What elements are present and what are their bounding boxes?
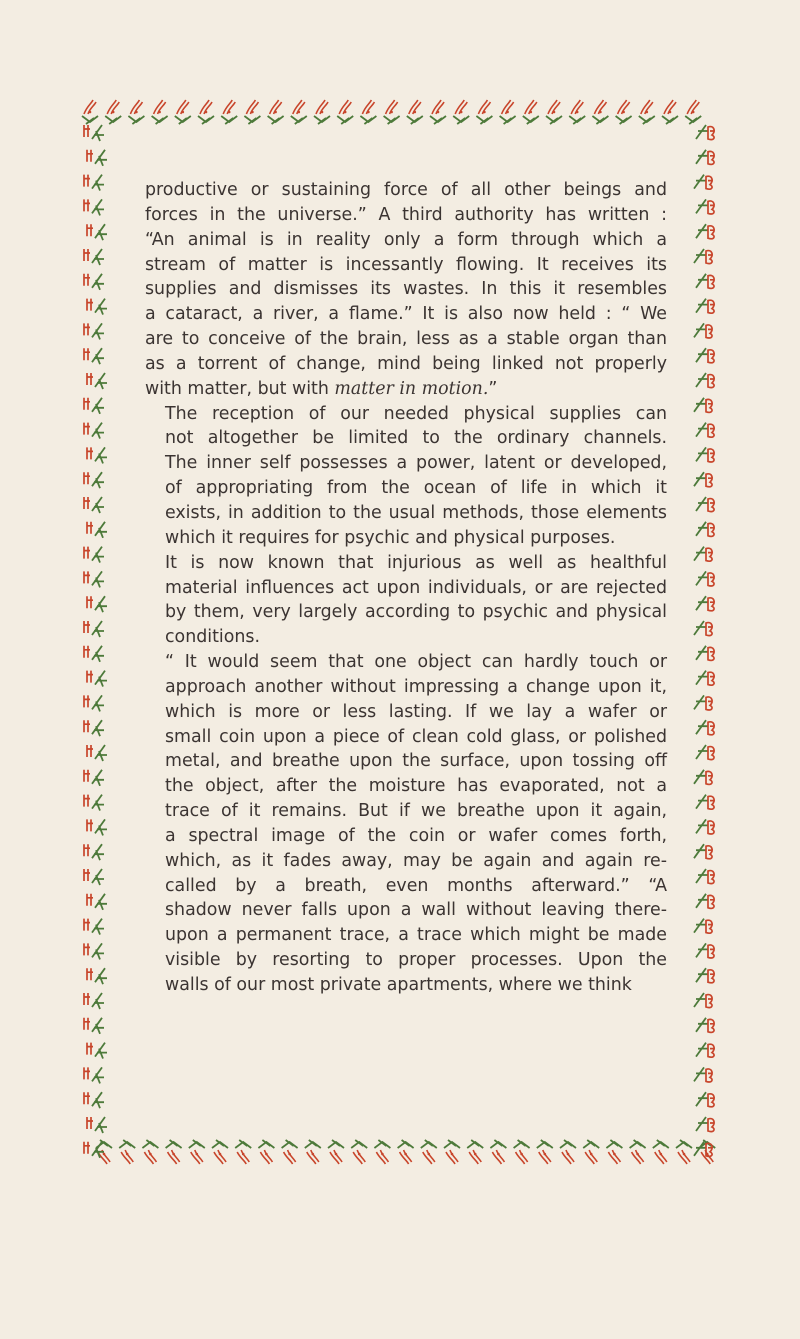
border-right-ornament [696, 274, 714, 289]
border-left-ornament [84, 249, 104, 265]
emphasis-text: matter in motion. [334, 378, 489, 399]
border-bottom-ornament [166, 1140, 182, 1164]
border-left-ornament [84, 621, 104, 637]
border-bottom-ornament [560, 1140, 576, 1164]
border-right-ornament [696, 125, 714, 140]
border-left-ornament [84, 844, 104, 860]
border-top-ornament [268, 100, 284, 124]
border-bottom-ornament [583, 1140, 599, 1164]
border-bottom-ornament [351, 1140, 367, 1164]
border-left-ornament [84, 795, 104, 811]
border-left-ornament [84, 1067, 104, 1083]
border-bottom-ornament [398, 1140, 414, 1164]
border-top-ornament [476, 100, 492, 124]
border-top-ornament [592, 100, 608, 124]
border-bottom-ornament [421, 1140, 437, 1164]
border-left-ornament [84, 869, 104, 885]
border-right-ornament [696, 150, 714, 165]
text-line: trace of it remains. But if we breathe upon it again, [165, 801, 667, 822]
border-left-ornament [84, 175, 104, 191]
border-bottom-ornament [630, 1140, 646, 1164]
text-line: productive or sustaining force of all other beings and [145, 180, 667, 200]
border-left-ornament [87, 447, 107, 463]
border-right-ornament [694, 993, 712, 1008]
border-left-ornament [87, 745, 107, 761]
border-top-ornament [152, 100, 168, 124]
border-left-ornament [87, 819, 107, 835]
border-top-ornament [662, 100, 678, 124]
border-top-ornament [639, 100, 655, 124]
border-right-ornament [694, 547, 712, 562]
border-left-ornament [84, 547, 104, 563]
text-line: of appropriating from the ocean of life in which it [165, 478, 667, 499]
border-top-ornament [500, 100, 516, 124]
border-right-ornament [696, 894, 714, 909]
border-right-ornament [696, 299, 714, 314]
border-left-ornament [84, 423, 104, 439]
border-right-ornament [694, 695, 712, 710]
text-line: The reception of our needed physical supplies can [165, 403, 667, 424]
text-line: are to conceive of the brain, less as a stable organ than [145, 329, 667, 350]
border-left-ornament [84, 1092, 104, 1108]
border-top-ornament [360, 100, 376, 124]
border-right-ornament [696, 968, 714, 983]
text-line: by them, very largely according to psychic and physical [165, 602, 667, 623]
border-right-ornament [696, 596, 714, 611]
border-left-ornament [84, 348, 104, 364]
border-left-ornament [87, 1043, 107, 1059]
border-right-ornament [696, 646, 714, 661]
border-left-ornament [84, 919, 104, 935]
text-line: which, as it fades away, may be again and again re- [165, 850, 667, 871]
border-bottom-ornament [444, 1140, 460, 1164]
border-right-ornament [694, 249, 712, 264]
border-right-ornament [696, 795, 714, 810]
text-line: stream of matter is incessantly flowing. It receives its [145, 254, 667, 275]
text-line: a cataract, a river, a flame.” It is also now held : “ We [145, 304, 667, 325]
border-right-ornament [696, 869, 714, 884]
border-right-ornament [694, 1067, 712, 1082]
border-top-ornament [128, 100, 144, 124]
border-left-ornament [87, 299, 107, 315]
border-left-ornament [84, 571, 104, 587]
border-bottom-ornament [258, 1140, 274, 1164]
border-bottom-ornament [467, 1140, 483, 1164]
text-line: exists, in addition to the usual methods, those elements [165, 502, 667, 523]
text-line: visible by resorting to proper processes. Upon the [165, 950, 667, 971]
paragraph [145, 650, 667, 998]
border-right-ornament [694, 398, 712, 413]
border-left-ornament [84, 943, 104, 959]
border-right-ornament [696, 348, 714, 363]
text-line: the object, after the moisture has evaporated, not a [165, 776, 667, 797]
border-right-ornament [694, 323, 712, 338]
border-left-ornament [84, 472, 104, 488]
border-bottom-ornament [514, 1140, 530, 1164]
border-left-ornament [84, 274, 104, 290]
text-line: The inner self possesses a power, latent or developed, [165, 453, 667, 474]
border-top-ornament [291, 100, 307, 124]
border-top-ornament [546, 100, 562, 124]
border-bottom-ornament [189, 1140, 205, 1164]
border-left-ornament [84, 770, 104, 786]
border-bottom-ornament [653, 1140, 669, 1164]
border-top-ornament [105, 100, 121, 124]
text-line: which is more or less lasting. If we lay a wafer or [165, 701, 667, 722]
border-right-ornament [696, 373, 714, 388]
border-left-ornament [84, 398, 104, 414]
border-right-ornament [696, 447, 714, 462]
border-left-ornament [87, 968, 107, 984]
border-right-ornament [696, 1018, 714, 1033]
border-bottom-ornament [490, 1140, 506, 1164]
border-right-ornament [696, 199, 714, 214]
text-run: ” [488, 378, 498, 399]
border-right-ornament [696, 671, 714, 686]
border-left-ornament [87, 1117, 107, 1133]
border-top-ornament [198, 100, 214, 124]
border-bottom-ornament [305, 1140, 321, 1164]
border-left-ornament [84, 1018, 104, 1034]
text-line: forces in the universe.” A third authority has written : [145, 204, 667, 225]
border-top-ornament [569, 100, 585, 124]
text-run: with matter, but with [145, 378, 335, 399]
text-line: It is now known that injurious as well as healthful [165, 552, 667, 573]
border-left-ornament [84, 125, 104, 141]
text-line: as a torrent of change, mind being linked not properly [145, 353, 667, 374]
border-left-ornament [87, 522, 107, 538]
border-right-ornament [696, 522, 714, 537]
border-right-ornament [694, 770, 712, 785]
border-bottom-ornament [142, 1140, 158, 1164]
text-line: “ It would seem that one object can hardly touch or [165, 652, 667, 673]
border-top-ornament [523, 100, 539, 124]
border-right-ornament [696, 819, 714, 834]
border-top-ornament [337, 100, 353, 124]
border-left-ornament [84, 497, 104, 513]
text-line: metal, and breathe upon the surface, upon tossing off [165, 751, 667, 772]
border-right-ornament [696, 1117, 714, 1132]
text-line: “An animal is in reality only a form through which a [145, 229, 667, 250]
border-top-ornament [685, 100, 701, 124]
border-bottom-ornament [328, 1140, 344, 1164]
border-bottom-ornament [537, 1140, 553, 1164]
paragraph [145, 551, 667, 650]
text-line: shadow never falls upon a wall without leaving there- [165, 900, 667, 921]
border-left-ornament [87, 373, 107, 389]
border-right-ornament [696, 423, 714, 438]
paragraph [145, 402, 667, 551]
border-right-ornament [696, 1043, 714, 1058]
text-line: approach another without impressing a change upon it, [165, 676, 667, 697]
border-left-ornament [87, 894, 107, 910]
border-right-ornament [694, 919, 712, 934]
border-top-ornament [453, 100, 469, 124]
border-right-ornament [694, 844, 712, 859]
border-left-ornament [84, 993, 104, 1009]
border-right-ornament [696, 497, 714, 512]
border-left-ornament [84, 323, 104, 339]
border-top-ornament [175, 100, 191, 124]
body-text [145, 178, 667, 998]
border-top-ornament [314, 100, 330, 124]
border-bottom-ornament [676, 1140, 692, 1164]
border-right-ornament [694, 621, 712, 636]
border-left-ornament [87, 671, 107, 687]
text-line: which it requires for psychic and physical purposes. [165, 527, 616, 548]
border-top-ornament [244, 100, 260, 124]
border-top-ornament [616, 100, 632, 124]
border-bottom-ornament [235, 1140, 251, 1164]
border-left-ornament [87, 596, 107, 612]
border-left-ornament [87, 224, 107, 240]
text-line: called by a breath, even months afterward.” “A [165, 875, 667, 896]
text-line: upon a permanent trace, a trace which might be made [165, 925, 667, 946]
border-bottom-ornament [212, 1140, 228, 1164]
border-top-ornament [82, 100, 98, 124]
border-bottom-ornament [119, 1140, 135, 1164]
border-top-ornament [407, 100, 423, 124]
border-top-ornament [221, 100, 237, 124]
text-line: small coin upon a piece of clean cold glass, or polished [165, 726, 667, 747]
border-left-ornament [84, 695, 104, 711]
text-line: material influences act upon individuals, or are rejected [165, 577, 667, 598]
border-right-ornament [696, 224, 714, 239]
border-left-ornament [84, 646, 104, 662]
border-right-ornament [694, 472, 712, 487]
text-line: a spectral image of the coin or wafer comes forth, [165, 825, 667, 846]
border-bottom-ornament [374, 1140, 390, 1164]
paragraph [145, 178, 667, 402]
border-top-ornament [384, 100, 400, 124]
border-left-ornament [84, 199, 104, 215]
border-bottom-ornament [606, 1140, 622, 1164]
border-right-ornament [696, 571, 714, 586]
border-bottom-ornament [282, 1140, 298, 1164]
border-right-ornament [696, 1092, 714, 1107]
border-left-ornament [84, 720, 104, 736]
text-line: walls of our most private apartments, where we think [165, 975, 632, 995]
text-line: conditions. [165, 627, 260, 648]
border-right-ornament [696, 720, 714, 735]
text-line: supplies and dismisses its wastes. In this it resembles [145, 279, 667, 300]
border-right-ornament [696, 943, 714, 958]
border-right-ornament [696, 745, 714, 760]
text-line: not altogether be limited to the ordinary channels. [165, 428, 667, 449]
text-line [145, 377, 667, 402]
border-top-ornament [430, 100, 446, 124]
border-left-ornament [87, 150, 107, 166]
border-right-ornament [694, 175, 712, 190]
